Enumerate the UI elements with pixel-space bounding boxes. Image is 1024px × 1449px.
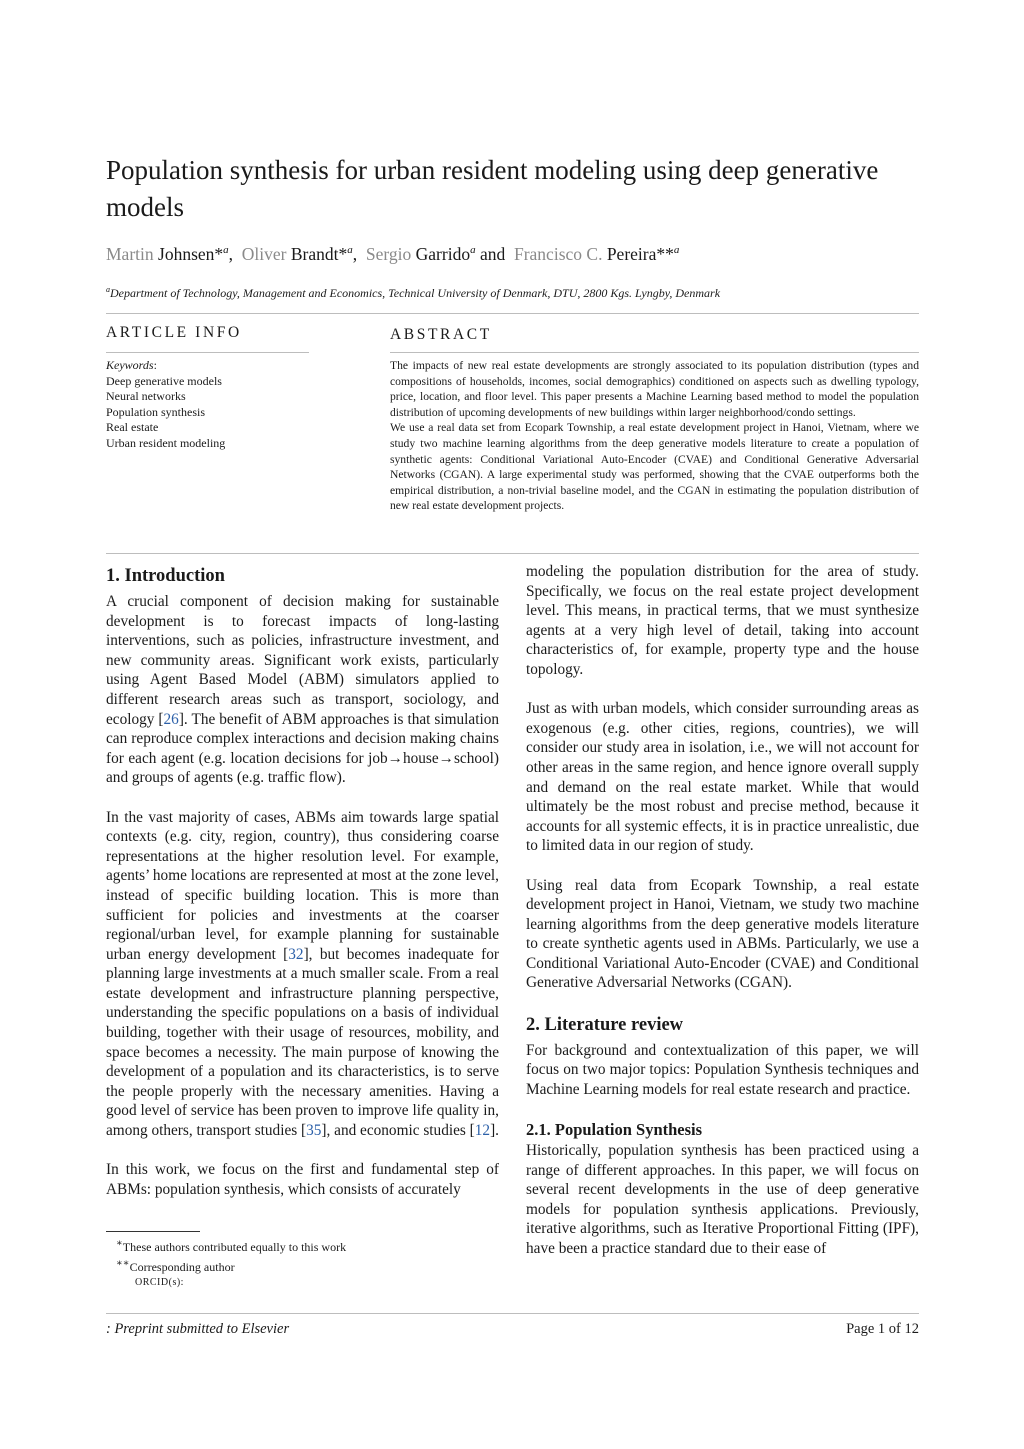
abstract-heading: ABSTRACT (390, 326, 492, 343)
section-heading-literature-review: 2. Literature review (526, 1014, 684, 1035)
affiliation-marker: a (106, 285, 110, 294)
author-name: Francisco C. Pereira**$^a$ (513, 243, 680, 264)
affiliation (106, 282, 919, 301)
citation-link[interactable]: 35 (306, 1122, 322, 1140)
abstract-bottom-divider (106, 553, 919, 554)
abstract-paragraph: The impacts of new real estate developments are strongly associated to its population distribution (types and compositions of households, incomes, social demographics) conditioned on aspects such as dwelling typology, price, location, and floor level. This paper presents a Machine Learning based method to model the population distribution of upcoming developments of new buildings within larger neighborhood/condo settings. (390, 359, 919, 419)
author-list (106, 238, 919, 266)
abstract-paragraph: We use a real data set from Ecopark Township, a real estate development project in Hanoi, Vietnam, where we study two machine learning algorithms from the deep generative models literature to create a population of synthetic agents: Conditional Variational Auto-Encoder (CVAE) and Conditional Generative Adversarial Networks (CGAN). A large experimental study was performed, showing that the CVAE outperforms both the empirical distribution, a non-trivial baseline model, and the CGAN in estimating the population distribution of new real estate development projects. (390, 421, 919, 513)
right-column (526, 562, 919, 1259)
intro-paragraph: In this work, we focus on the first and fundamental step of ABMs: population synthesis, which consists of accurately (106, 1161, 499, 1198)
paper-title: Population synthesis for urban resident modeling using deep generative models (106, 155, 879, 222)
footnote-divider (106, 1231, 200, 1232)
keyword-item: Deep generative models (106, 373, 222, 388)
citation-link[interactable]: 12 (474, 1122, 491, 1140)
intro-paragraph: Just as with urban models, which consider surrounding areas as exogenous (e.g. other cities, regions, countries), we will consider our study area in isolation, i.e., we will not account for other areas in the same region, and hence ignore overall supply and demand on the real estate market. While that would ultimately be the most robust and precise method, because it accounts for all systemic effects, it is in practice unrealistic, due to limited data in our region of study. (526, 700, 919, 855)
intro-paragraph: modeling the population distribution for the area of study. Specifically, we focus on the real estate project development level. This means, in practical terms, that we must synthesize agents at a very high level of detail, taking into account characteristics of, for example, property type and the house topology. (526, 563, 919, 678)
keyword-item: Population synthesis (106, 404, 206, 419)
article-info-divider (106, 352, 309, 353)
footnotes (106, 1236, 499, 1291)
footer-divider (106, 1313, 919, 1314)
section-heading-introduction: 1. Introduction (106, 566, 225, 586)
page-number: Page 1 of 12 (846, 1321, 919, 1337)
author-name: Sergio Garrido$^a$ and (365, 243, 514, 264)
keyword-item: Neural networks (106, 389, 186, 404)
literature-paragraph: For background and contextualization of this paper, we will focus on two major topics: Population Synthesis techniques and Machine Learning models for real estate research and practice. (526, 1041, 919, 1098)
author-name: Martin Johnsen*$^a$, (106, 243, 242, 264)
paper-page (106, 0, 919, 1449)
abstract-body (390, 358, 919, 514)
abstract-divider (390, 352, 919, 353)
keywords-label: Keywords (106, 358, 154, 372)
intro-paragraph: A crucial component of decision making for sustainable development is to forecast impacts of long-lasting interventions, such as policies, infrastructure investment, and new community areas. Significant work exists, particularly using Agent Based Model (ABM) simulators applied to different research areas such as transport, sociology, and ecology [26]. The benefit of ABM approaches is that simulation can reproduce complex interactions and decision making chains for each agent (e.g. location decisions for job→house→school) and groups of agents (e.g. traffic flow). (106, 593, 500, 787)
intro-paragraph: In the vast majority of cases, ABMs aim towards large spatial contexts (e.g. city, region, country), thus considering coarse representations at the higher resolution level. For example, agents’ home locations are represented at most at the zone level, instead of specific building location. This is more than sufficient for policies and investments at the coarser regional/urban level, for example planning for sustainable urban energy development [32], but becomes inadequate for planning large investments at a much smaller scale. From a real estate development and infrastructure planning perspective, understanding the specific populations on a basis of individual building, together with their usage of resources, mobility, and space becomes a necessity. The main purpose of knowing the development of a population and its characteristics, is to serve the people properly with the necessary amenities. Having a good level of service has been proven to improve life quality in, among others, transport studies [35], and economic studies [12]. (106, 808, 499, 1140)
literature-paragraph: Historically, population synthesis has been practiced using a range of different approaches. In this paper, we will focus on several recent developments in the use of deep generative models for population synthesis applications. Previously, iterative algorithms, such as Iterative Proportional Fitting (IPF), have been a practice standard due to their ease of (526, 1142, 919, 1257)
keyword-item: Urban resident modeling (106, 435, 226, 450)
affiliation-text: Department of Technology, Management and Economics, Technical University of Denmark, DTU, 2800 Kgs. Lyngby, Denmark (110, 286, 721, 300)
footnote-equal-contribution: ∗These authors contributed equally to this work (116, 1238, 347, 1254)
footer-preprint-note: : Preprint submitted to Elsevier (106, 1321, 290, 1337)
keywords-block: Keywords: Deep generative models Neural networks Population synthesis Real estate Urban resident modeling (106, 358, 309, 452)
article-info-heading: ARTICLE INFO (106, 324, 242, 341)
subsection-heading-population-synthesis: 2.1. Population Synthesis (526, 1120, 703, 1140)
footnote-orcid: ORCID(s): (135, 1277, 184, 1288)
citation-link[interactable]: 32 (288, 945, 304, 963)
author-name: Oliver Brandt*$^a$, (241, 243, 366, 264)
citation-link[interactable]: 26 (163, 710, 179, 728)
footnote-corresponding-author: ∗∗Corresponding author (116, 1257, 235, 1274)
header-divider (106, 313, 919, 314)
intro-paragraph: Using real data from Ecopark Township, a real estate development project in Hanoi, Vietnam, we study two machine learning algorithms from the deep generative models literature to create synthetic agents used in ABMs. Particularly, we use a Conditional Variational Auto-Encoder (CVAE) and Conditional Generative Adversarial Networks (CGAN). (526, 876, 919, 992)
left-column (106, 564, 499, 1199)
keyword-item: Real estate (106, 420, 159, 435)
